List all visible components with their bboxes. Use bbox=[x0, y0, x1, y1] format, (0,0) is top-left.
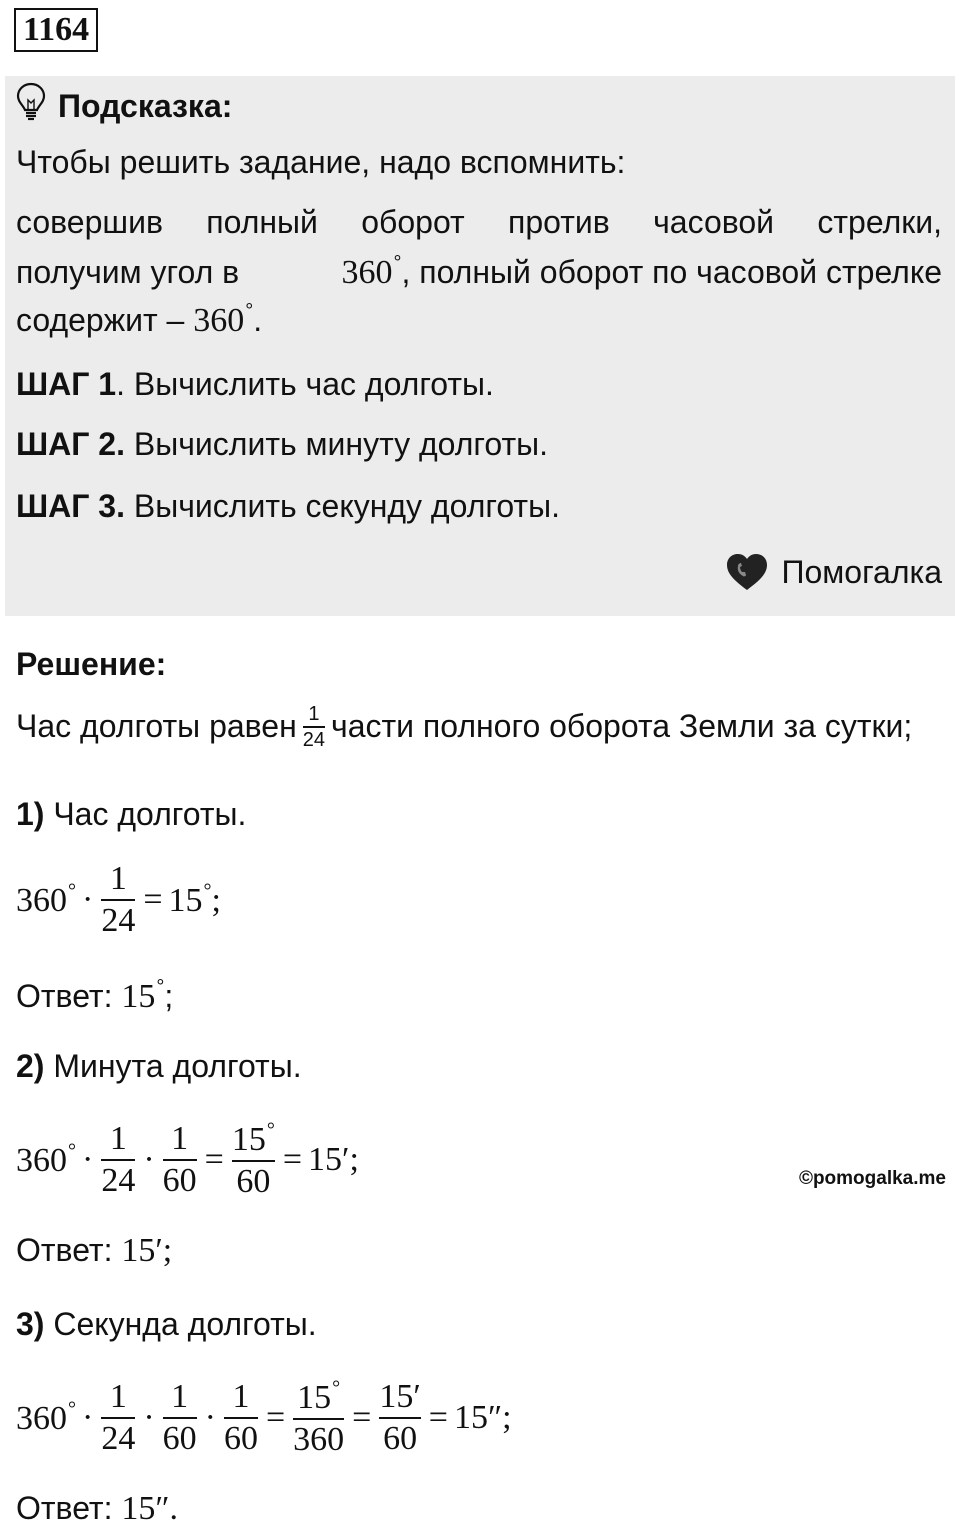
hint-title-text: Подсказка: bbox=[58, 87, 233, 124]
answer-label: Ответ: bbox=[16, 1232, 113, 1268]
answer-value: 15″. bbox=[121, 1490, 179, 1527]
step1-answer: Ответ: 15°; bbox=[16, 976, 174, 1015]
step-text: Вычислить минуту долготы. bbox=[124, 426, 549, 462]
hint-rule-line2-a: получим угол в bbox=[16, 254, 240, 290]
solution-intro-a: Час долготы равен bbox=[16, 708, 297, 745]
hint-rule-line3-b: . bbox=[253, 302, 263, 338]
hint-rule-line2 bbox=[16, 252, 942, 292]
step2-answer bbox=[16, 1232, 172, 1270]
step3-heading bbox=[16, 1306, 317, 1343]
step-title: Секунда долготы. bbox=[44, 1306, 317, 1342]
step-text: . Вычислить час долготы. bbox=[116, 366, 494, 402]
hint-step-3 bbox=[16, 488, 560, 525]
step-number: 3) bbox=[16, 1306, 45, 1342]
answer-label: Ответ: bbox=[16, 1490, 113, 1526]
step3-answer bbox=[16, 1490, 178, 1528]
step-text: Вычислить секунду долготы. bbox=[124, 488, 560, 524]
hint-step-2 bbox=[16, 426, 548, 463]
hint-rule-line3-a: содержит – bbox=[16, 302, 185, 338]
equation-1: 360° · $\frac{1}{24}$ = 15°; bbox=[16, 860, 221, 939]
step-label: ШАГ 1 bbox=[16, 366, 117, 402]
answer-value: 15′; bbox=[121, 1232, 173, 1269]
heart-icon bbox=[725, 552, 769, 592]
solution-intro bbox=[16, 704, 912, 750]
fraction-denominator: 24 bbox=[302, 728, 326, 751]
step1-heading bbox=[16, 796, 246, 833]
lightbulb-icon bbox=[16, 82, 46, 130]
step-number: 1) bbox=[16, 796, 45, 832]
equation-2: 360° · $\frac{1}{24}$ · $\frac{1}{60}$ = $\frac{15^\circ}{60}$ = 15′; bbox=[16, 1119, 359, 1200]
angle-360: 360 bbox=[341, 254, 393, 291]
hint-intro: Чтобы решить задание, надо вспомнить: bbox=[16, 144, 626, 180]
step-number: 2) bbox=[16, 1048, 45, 1084]
hint-rule-line2-b: , полный оборот по часовой стрелке bbox=[401, 254, 942, 290]
hint-title bbox=[16, 82, 232, 130]
angle-neg-360: 360 bbox=[193, 302, 245, 339]
step-title: Минута долготы. bbox=[44, 1048, 302, 1084]
answer-label: Ответ: bbox=[16, 978, 113, 1014]
step2-heading bbox=[16, 1048, 302, 1085]
hint-step-1 bbox=[16, 366, 494, 403]
step-label: ШАГ 2. bbox=[16, 426, 125, 462]
solution-intro-b: части полного оборота Земли за сутки; bbox=[331, 708, 913, 745]
solution-title: Решение: bbox=[16, 646, 167, 682]
step-label: ШАГ 3. bbox=[16, 488, 125, 524]
equation-3: 360° · $\frac{1}{24}$ · $\frac{1}{60}$ · $\frac{1}{60}$ = $\frac{15^\circ}{360}$ = $\frac{15'}{60}$ = 15″; bbox=[16, 1377, 512, 1458]
brand bbox=[725, 552, 942, 592]
step-title: Час долготы. bbox=[44, 796, 247, 832]
hint-rule-line1: совершив полный оборот против часовой стрелки, bbox=[16, 204, 942, 240]
hint-rule-line3 bbox=[16, 300, 262, 340]
brand-name: Помогалка bbox=[781, 553, 942, 590]
fraction-numerator: 1 bbox=[308, 703, 320, 725]
watermark: ©pomogalka.me bbox=[798, 1168, 946, 1189]
degree-symbol: ° bbox=[245, 300, 254, 322]
fraction-1-24 bbox=[303, 704, 325, 750]
task-number: 1164 bbox=[14, 8, 98, 52]
degree-symbol: ° bbox=[393, 252, 402, 274]
answer-value: 15 bbox=[121, 978, 156, 1015]
